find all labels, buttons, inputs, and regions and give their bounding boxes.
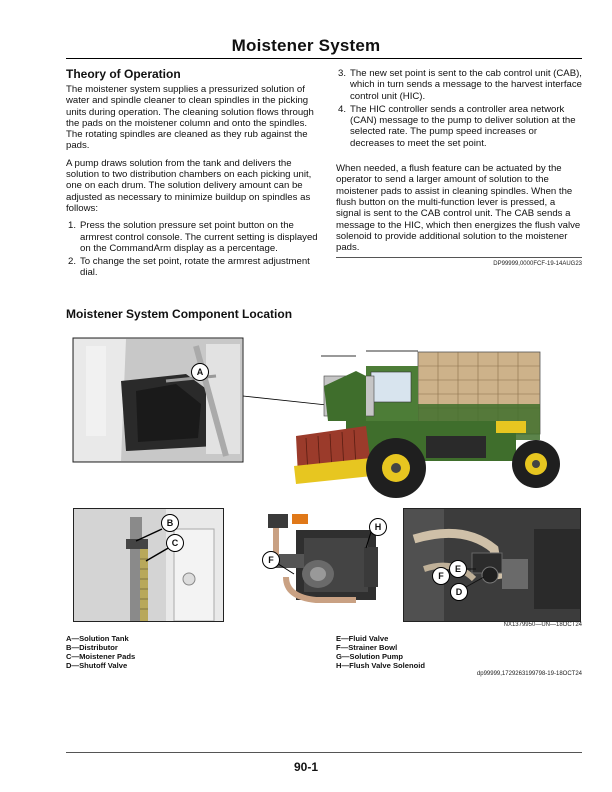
machine-illustration xyxy=(66,326,582,504)
title-rule xyxy=(66,58,582,59)
theory-para-3: When needed, a flush feature can be actuated by the operator to send a larger amount of solution to the moistener pads to assist in cleaning spindles. When the flush button on the multi-function lever is pressed, a signal is sent to the CAB control unit. The CAB sends a message to the HIC, which then energizes the flush valve solenoid to provide additional solution to the moistener pads. xyxy=(336,163,581,254)
legend-item-f: F—Strainer Bowl xyxy=(336,643,398,652)
callout-h: H xyxy=(369,518,387,536)
step-3: 3. The new set point is sent to the cab control unit (CAB), which in turn sends a message to the harvest interface control unit (HIC). xyxy=(338,68,582,102)
step-4: 4. The HIC controller sends a controller area network (CAN) message to the pump to deliver solution at the selected rate. The pump speed increases or decreases to meet the set point. xyxy=(338,103,576,149)
callout-e: E xyxy=(449,560,467,578)
page-number: 90-1 xyxy=(293,760,319,774)
theory-ref: DP99999,0000FCF-19-14AUG23 xyxy=(493,261,582,267)
legend-item-e: E—Fluid Valve xyxy=(336,634,389,643)
legend-item-c: C—Moistener Pads xyxy=(66,652,136,661)
callout-b: B xyxy=(161,514,179,532)
legend-right xyxy=(336,634,582,670)
section-rule xyxy=(336,257,582,258)
step-1: 1. Press the solution pressure set point button on the armrest control console. The current setting is displayed on the CommandArm display as a percentage. xyxy=(68,220,318,254)
theory-para-1: The moistener system supplies a pressurized solution of water and spindle cleaner to clean spindles in the picking units during operation. The cleaning solution flows through the pads on the moistener column and onto the spindles. The rotating spindles are cleaned as they rub against the pads. xyxy=(66,84,314,152)
callout-d: D xyxy=(450,583,468,601)
steps-list-2 xyxy=(336,68,582,149)
photo-valves-drawing xyxy=(404,509,580,621)
step-2: 2. To change the set point, rotate the armrest adjustment dial. xyxy=(68,256,310,279)
legend-item-d: D—Shutoff Valve xyxy=(66,661,128,670)
footer-rule xyxy=(66,752,582,753)
photo-distributor-drawing xyxy=(74,509,223,621)
components-heading: Moistener System Component Location xyxy=(66,307,293,321)
callout-g: F xyxy=(262,551,280,569)
callout-f: F xyxy=(432,567,450,585)
steps-list-1 xyxy=(66,220,318,278)
photo-distributor xyxy=(73,508,224,622)
legend-item-h: H—Flush Valve Solenoid xyxy=(336,661,426,670)
page-title: Moistener System xyxy=(231,36,381,55)
legend-item-g: G—Solution Pump xyxy=(336,652,404,661)
legend-left xyxy=(66,634,316,670)
photo-valves xyxy=(403,508,581,622)
callout-a: A xyxy=(191,363,209,381)
legend-item-b: B—Distributor xyxy=(66,643,118,652)
legend-item-a: A—Solution Tank xyxy=(66,634,129,643)
components-ref: dp99999,1729263199798-19-18OCT24 xyxy=(476,671,582,677)
theory-heading: Theory of Operation xyxy=(66,67,181,81)
theory-left-column xyxy=(66,67,318,281)
image-ref: NX1379950—UN—18OCT24 xyxy=(503,622,582,628)
theory-para-2: A pump draws solution from the tank and delivers the solution to two distribution chambers on each picking unit, one on each drum. The solution delivery amount can be adjusted as necessary to minimize buildup on spindles as follows: xyxy=(66,157,312,214)
callout-c: C xyxy=(166,534,184,552)
theory-right-column xyxy=(336,68,582,259)
